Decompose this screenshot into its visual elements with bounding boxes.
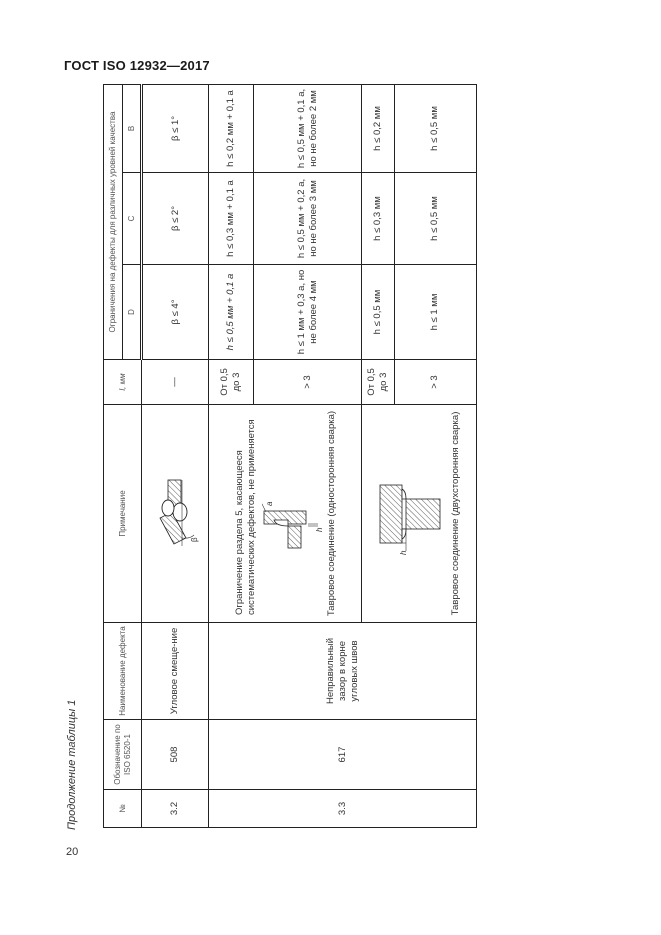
header-level-b: B bbox=[123, 84, 142, 172]
angular-misalignment-figure bbox=[146, 479, 204, 549]
table-row bbox=[142, 84, 209, 827]
cell-level-d: h ≤ 0,5 мм bbox=[361, 265, 394, 360]
cell-name: Неправильный зазор в корне угловых швов bbox=[209, 623, 477, 720]
cell-level-b: h ≤ 0,5 мм bbox=[394, 84, 476, 172]
defects-table-rotated bbox=[103, 85, 477, 828]
t-joint-single-side-figure bbox=[262, 459, 324, 569]
beta-label: β bbox=[190, 537, 200, 543]
cell-level-c: h ≤ 0,5 мм + 0,2 a, но не более 3 мм bbox=[254, 173, 361, 265]
cell-level-d: h ≤ 1 мм bbox=[394, 265, 476, 360]
cell-l: От 0,5 до 3 bbox=[361, 360, 394, 405]
header-l bbox=[104, 360, 142, 405]
cell-no: 3.3 bbox=[209, 790, 477, 828]
header-note: Примечание bbox=[104, 405, 142, 623]
cell-level-c: β ≤ 2° bbox=[142, 173, 209, 265]
continuation-label: Продолжение таблицы 1 bbox=[66, 699, 78, 830]
header-level-c: C bbox=[123, 173, 142, 265]
table-row bbox=[209, 84, 254, 827]
defects-table bbox=[103, 84, 477, 828]
cell-level-c bbox=[209, 173, 254, 265]
limit-value: h ≤ 0,3 мм + 0,1 a bbox=[225, 180, 237, 257]
cell-level-b: β ≤ 1° bbox=[142, 84, 209, 172]
header-row-1 bbox=[104, 84, 123, 827]
cell-no: 3.2 bbox=[142, 790, 209, 828]
h-label: h bbox=[314, 528, 324, 533]
cell-level-b: h ≤ 0,2 мм bbox=[361, 84, 394, 172]
limit-value: h ≤ 0,5 мм + 0,1 a bbox=[225, 273, 237, 351]
cell-level-d: h ≤ 1 мм + 0,3 a, но не более 4 мм bbox=[254, 265, 361, 360]
limit-value: h ≤ 0,2 мм + 0,1 a bbox=[225, 90, 237, 167]
header-name: Наименование дефекта bbox=[104, 623, 142, 720]
header-l-label: l, мм bbox=[117, 373, 127, 391]
h-label: h bbox=[398, 551, 408, 556]
cell-l: От 0,5 до 3 bbox=[209, 360, 254, 405]
cell-level-d bbox=[209, 265, 254, 360]
cell-level-b bbox=[209, 84, 254, 172]
header-limits-group: Ограничения на дефекты для различных уровней качества bbox=[104, 84, 123, 359]
page-number: 20 bbox=[66, 846, 79, 858]
t-joint-double-side-figure bbox=[376, 454, 448, 574]
a-label: a bbox=[264, 502, 274, 507]
cell-level-c: h ≤ 0,3 мм bbox=[361, 173, 394, 265]
document-title: ГОСТ ISO 12932—2017 bbox=[64, 58, 210, 73]
note-caption: Тавровое соединение (односторонняя сварка) bbox=[325, 410, 337, 617]
cell-level-d: β ≤ 4° bbox=[142, 265, 209, 360]
note-text: Ограничение раздела 5, касающееся систематических дефектов, не применяется bbox=[234, 419, 258, 615]
header-level-d: D bbox=[123, 265, 142, 360]
cell-note-double-side bbox=[361, 405, 476, 623]
cell-designation: 508 bbox=[142, 720, 209, 790]
cell-designation: 617 bbox=[209, 720, 477, 790]
note-caption: Тавровое соединение (двухсторонняя сварка) bbox=[449, 411, 461, 616]
cell-l: — bbox=[142, 360, 209, 405]
cell-name: Угловое смеще-ние bbox=[142, 623, 209, 720]
cell-note-single-side bbox=[209, 405, 361, 623]
cell-level-b: h ≤ 0,5 мм + 0,1 a, но не более 2 мм bbox=[254, 84, 361, 172]
cell-l: > 3 bbox=[254, 360, 361, 405]
header-no: № bbox=[104, 790, 142, 828]
header-designation: Обозначение по ISO 6520-1 bbox=[104, 720, 142, 790]
cell-l: > 3 bbox=[394, 360, 476, 405]
cell-level-c: h ≤ 0,5 мм bbox=[394, 173, 476, 265]
cell-note bbox=[142, 405, 209, 623]
